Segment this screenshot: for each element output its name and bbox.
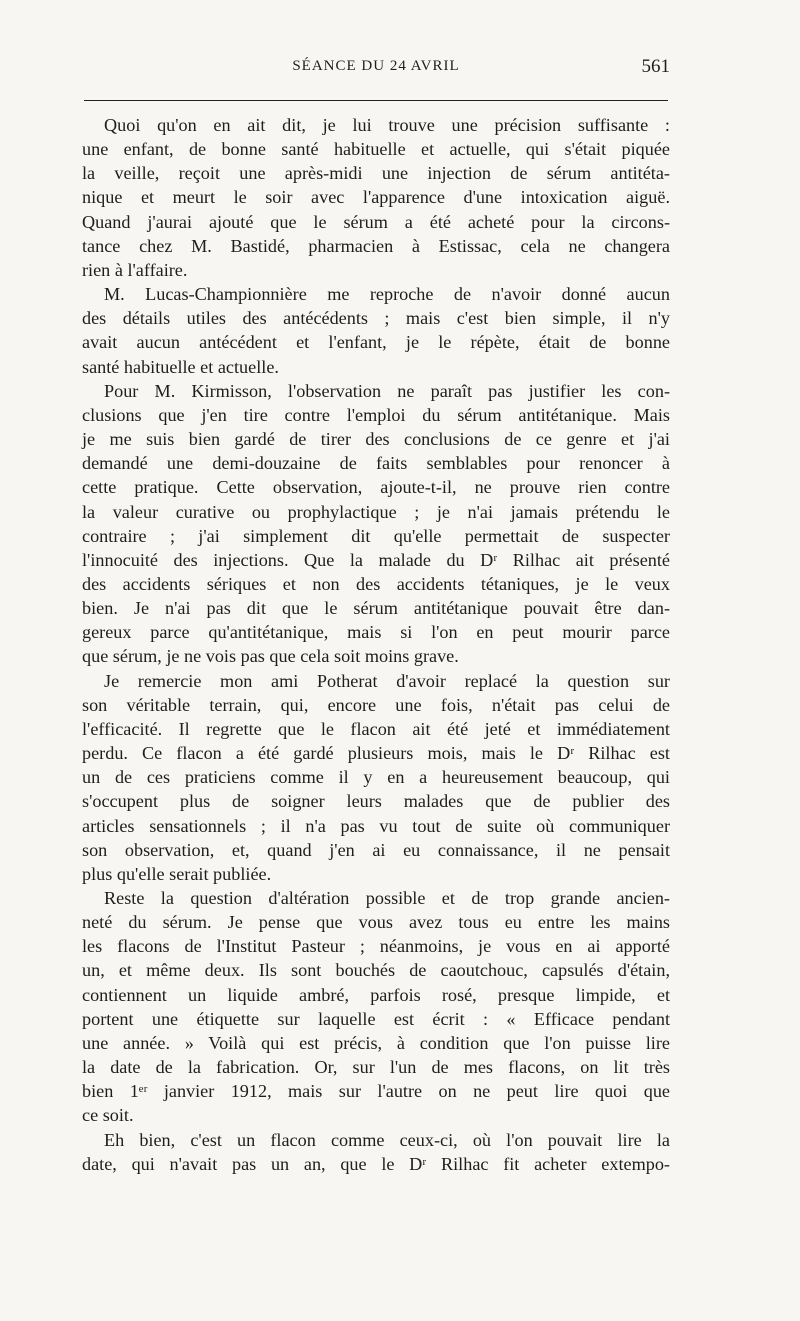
text-line: son véritable terrain, qui, encore une fois, n'était pas celui de bbox=[82, 694, 670, 715]
text-line: des détails utiles des antécédents ; mais c'est bien simple, il n'y bbox=[82, 308, 670, 329]
text-line: un de ces praticiens comme il y en a heureusement beaucoup, qui bbox=[82, 767, 670, 788]
text-line: portent une étiquette sur laquelle est écrit : « Efficace pendant bbox=[82, 1008, 670, 1029]
text-line: un, et même deux. Ils sont bouchés de caoutchouc, capsulés d'étain, bbox=[82, 960, 670, 981]
text-line: Eh bien, c'est un flacon comme ceux-ci, où l'on pouvait lire la bbox=[104, 1129, 670, 1150]
text-line: la date de la fabrication. Or, sur l'un de mes flacons, on lit très bbox=[82, 1057, 670, 1078]
text-line: Quoi qu'on en ait dit, je lui trouve une précision suffisante : bbox=[104, 115, 670, 135]
text-line: la valeur curative ou prophylactique ; je n'ai jamais prétendu le bbox=[82, 501, 670, 522]
text-line: cette pratique. Cette observation, ajoute-t-il, ne prouve rien contre bbox=[82, 477, 670, 498]
running-head: SÉANCE DU 24 AVRIL bbox=[292, 58, 460, 74]
text-line: des accidents sériques et non des accidents tétaniques, je le veux bbox=[82, 573, 670, 594]
text-line: bien. Je n'ai pas dit que le sérum antitétanique pouvait être dan- bbox=[82, 598, 670, 619]
text-line: bien 1ᵉʳ janvier 1912, mais sur l'autre on ne peut lire quoi que bbox=[82, 1081, 670, 1102]
text-line: une enfant, de bonne santé habituelle et actuelle, qui s'était piquée bbox=[82, 139, 670, 160]
text-line: les flacons de l'Institut Pasteur ; néanmoins, je vous en ai apporté bbox=[82, 936, 670, 957]
text-line: avait aucun antécédent et l'enfant, je le répète, était de bonne bbox=[82, 332, 670, 353]
text-line: l'efficacité. Il regrette que le flacon ait été jeté et immédiatement bbox=[82, 718, 670, 739]
text-line: Pour M. Kirmisson, l'observation ne paraît pas justifier les con- bbox=[104, 380, 670, 401]
text-line: contraire ; j'ai simplement dit qu'elle permettait de suspecter bbox=[82, 525, 670, 546]
text-line: je me suis bien gardé de tirer des conclusions de ce genre et j'ai bbox=[82, 429, 670, 450]
text-line: s'occupent plus de soigner leurs malades que de publier des bbox=[82, 791, 670, 812]
text-line: Quand j'aurai ajouté que le sérum a été acheté pour la circons- bbox=[82, 211, 670, 232]
text-line: plus qu'elle serait publiée. bbox=[82, 863, 272, 884]
page-number: 561 bbox=[641, 56, 670, 77]
text-line: nique et meurt le soir avec l'apparence d'une intoxication aiguë. bbox=[82, 187, 670, 208]
text-line: ce soit. bbox=[82, 1105, 134, 1126]
page-header bbox=[82, 58, 670, 84]
text-line: demandé une demi-douzaine de faits semblables pour renoncer à bbox=[82, 453, 670, 474]
text-line: Je remercie mon ami Potherat d'avoir replacé la question sur bbox=[104, 670, 670, 691]
body-text bbox=[82, 113, 670, 1176]
text-line: contiennent un liquide ambré, parfois rosé, presque limpide, et bbox=[82, 984, 670, 1005]
text-line: M. Lucas-Championnière me reproche de n'avoir donné aucun bbox=[104, 284, 670, 305]
text-line: gereux parce qu'antitétanique, mais si l'on en peut mourir parce bbox=[82, 622, 670, 643]
text-line: une année. » Voilà qui est précis, à condition que l'on puisse lire bbox=[82, 1032, 670, 1053]
text-line: articles sensationnels ; il n'a pas vu tout de suite où communiquer bbox=[82, 815, 670, 836]
header-rule bbox=[84, 100, 668, 101]
text-line: son observation, et, quand j'en ai eu connaissance, il ne pensait bbox=[82, 839, 670, 860]
text-line: neté du sérum. Je pense que vous avez tous eu entre les mains bbox=[82, 912, 670, 933]
text-line: santé habituelle et actuelle. bbox=[82, 356, 279, 377]
text-line: Reste la question d'altération possible et de trop grande ancien- bbox=[104, 888, 670, 908]
text-line: tance chez M. Bastidé, pharmacien à Estissac, cela ne changera bbox=[82, 235, 670, 256]
text-line: la veille, reçoit une après-midi une injection de sérum antitéta- bbox=[82, 163, 670, 184]
text-line: rien à l'affaire. bbox=[82, 259, 188, 280]
text-line: l'innocuité des injections. Que la malade du Dʳ Rilhac ait présenté bbox=[82, 549, 670, 570]
text-line: que sérum, je ne vois pas que cela soit moins grave. bbox=[82, 646, 459, 667]
text-line: date, qui n'avait pas un an, que le Dʳ Rilhac fit acheter extempo- bbox=[82, 1153, 670, 1174]
text-line: perdu. Ce flacon a été gardé plusieurs mois, mais le Dʳ Rilhac est bbox=[82, 743, 670, 764]
text-line: clusions que j'en tire contre l'emploi du sérum antitétanique. Mais bbox=[82, 404, 670, 425]
